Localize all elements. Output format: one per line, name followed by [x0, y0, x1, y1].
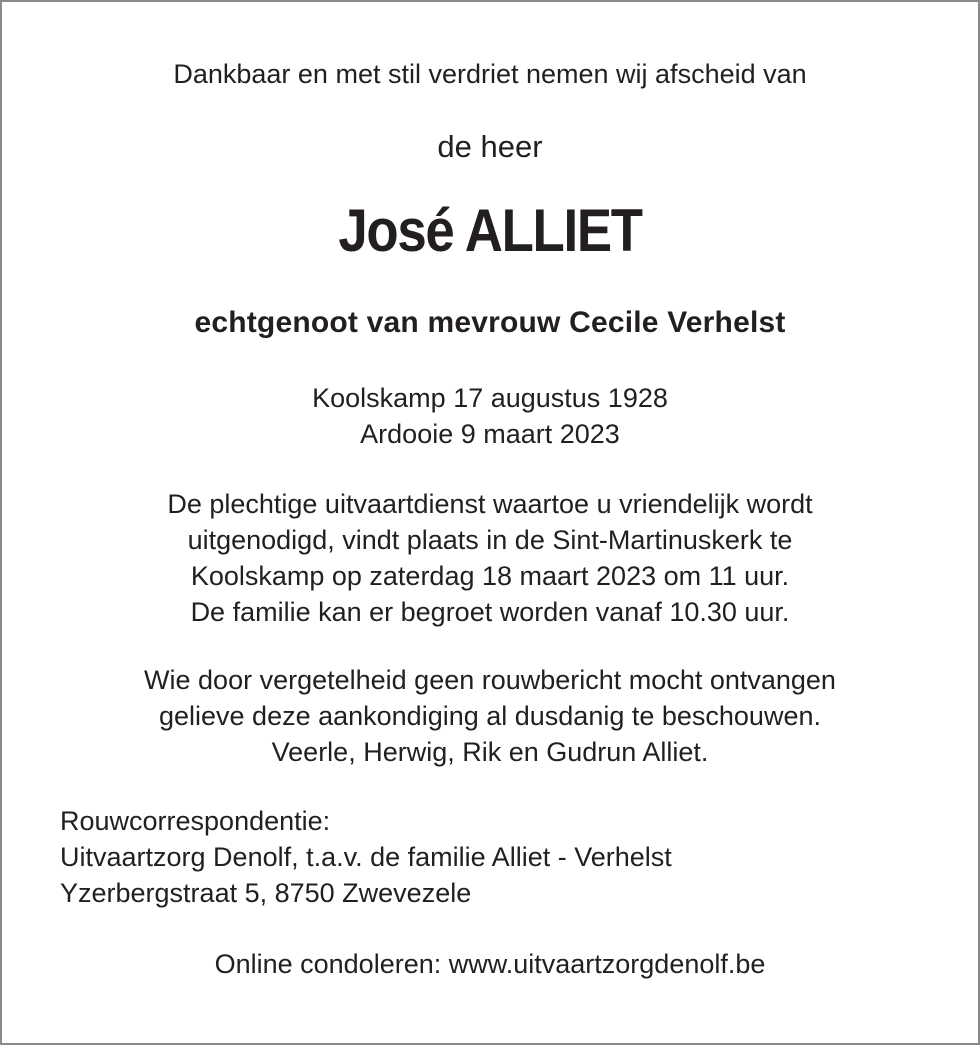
- correspondence-address: Yzerbergstraat 5, 8750 Zwevezele: [60, 878, 472, 908]
- service-line: uitgenodigd, vindt plaats in de Sint-Martinuskerk te: [187, 525, 793, 555]
- correspondence-line: Uitvaartzorg Denolf, t.a.v. de familie Alliet - Verhelst: [60, 842, 672, 872]
- service-line: De plechtige uitvaartdienst waartoe u vriendelijk wordt: [167, 489, 813, 519]
- service-line: Koolskamp op zaterdag 18 maart 2023 om 11 uur.: [190, 561, 790, 591]
- online-condolence-line: Online condoleren: www.uitvaartzorgdenolf.be: [214, 949, 766, 979]
- family-names: Veerle, Herwig, Rik en Gudrun Alliet.: [271, 737, 709, 767]
- correspondence-heading: Rouwcorrespondentie:: [60, 806, 331, 836]
- honorific: de heer: [437, 129, 543, 164]
- birth-line: Koolskamp 17 augustus 1928: [312, 383, 668, 413]
- deceased-name: José ALLIET: [338, 197, 642, 264]
- notice-line: gelieve deze aankondiging al dusdanig te beschouwen.: [158, 701, 821, 731]
- service-line: De familie kan er begroet worden vanaf 10.30 uur.: [190, 597, 790, 627]
- spouse-line: echtgenoot van mevrouw Cecile Verhelst: [194, 306, 786, 339]
- intro-text: Dankbaar en met stil verdriet nemen wij afscheid van: [173, 59, 807, 89]
- death-line: Ardooie 9 maart 2023: [360, 419, 620, 449]
- notice-line: Wie door vergetelheid geen rouwbericht mocht ontvangen: [144, 665, 836, 695]
